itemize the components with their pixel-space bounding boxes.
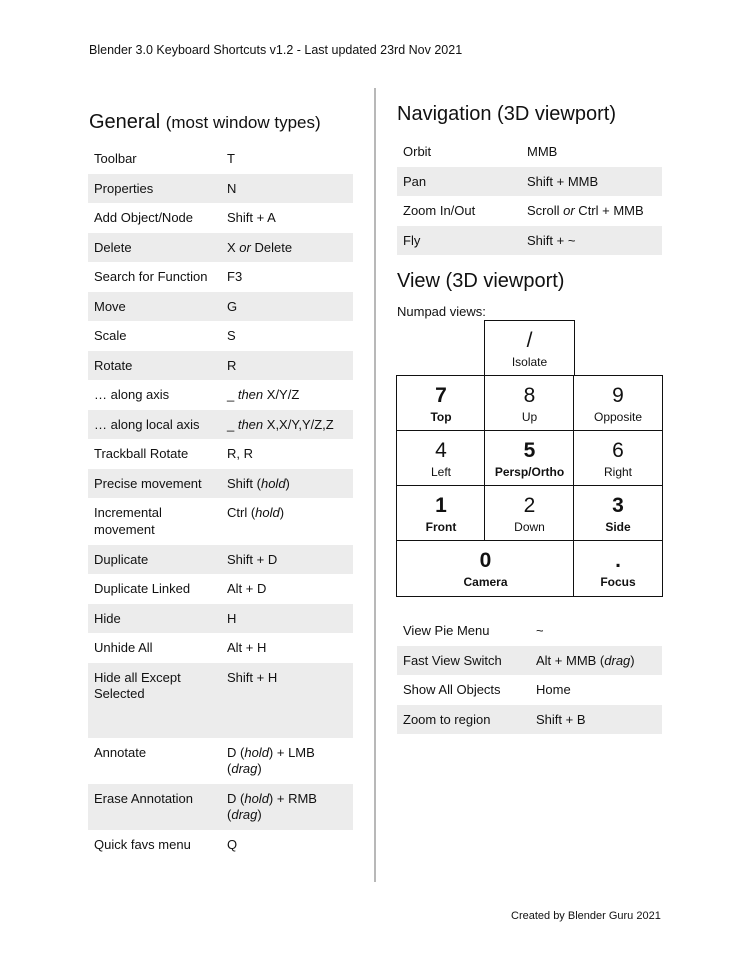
general-shortcuts-table xyxy=(88,144,353,859)
shortcut-row xyxy=(88,469,353,499)
shortcut-action: View Pie Menu xyxy=(403,623,490,638)
shortcut-action: Add Object/Node xyxy=(94,210,194,225)
shortcut-action: Orbit xyxy=(403,144,432,159)
shortcut-action: … along local axis xyxy=(94,416,200,432)
shortcut-action: Rotate xyxy=(94,357,133,373)
shortcut-keys: R xyxy=(227,357,237,373)
numpad-key-number: 7 xyxy=(435,384,447,408)
shortcut-keys: R, R xyxy=(227,446,253,461)
credit-footer: Created by Blender Guru 2021 xyxy=(511,910,661,922)
numpad-key-label: Side xyxy=(605,520,631,535)
shortcut-row xyxy=(88,439,353,469)
shortcut-keys: Alt + MMB (drag) xyxy=(536,652,635,668)
numpad-key-label: Isolate xyxy=(511,355,548,370)
shortcut-keys: Shift (hold) xyxy=(227,475,290,491)
shortcut-action: Hide all Except Selected xyxy=(94,669,181,701)
shortcut-action: Fly xyxy=(403,232,421,248)
shortcut-row xyxy=(88,830,353,860)
shortcut-keys: D (hold) + LMB (drag) xyxy=(227,744,315,776)
column-divider xyxy=(374,88,376,882)
shortcut-keys: G xyxy=(227,298,238,314)
numpad-key-label: Right xyxy=(603,465,632,480)
numpad-key xyxy=(396,540,575,597)
shortcut-keys: Shift + ~ xyxy=(527,232,576,248)
shortcut-action: Pan xyxy=(403,173,427,189)
shortcut-action: Duplicate Linked xyxy=(94,581,191,596)
document-title: Blender 3.0 Keyboard Shortcuts v1.2 - Last updated 23rd Nov 2021 xyxy=(89,43,463,57)
shortcut-action: Hide xyxy=(94,610,121,626)
shortcut-action: Incremental movement xyxy=(94,505,162,537)
shortcut-keys: _ then X/Y/Z xyxy=(227,387,300,402)
shortcut-action: Toolbar xyxy=(94,151,137,166)
shortcut-action: Search for Function xyxy=(94,269,208,284)
shortcut-keys: D (hold) + RMB (drag) xyxy=(227,790,317,822)
shortcut-keys: Alt + H xyxy=(227,640,267,655)
numpad-key-label: Top xyxy=(430,410,452,425)
numpad-key-label: Down xyxy=(514,520,545,535)
shortcut-action: … along axis xyxy=(94,387,170,402)
shortcut-keys: _ then X,X/Y,Y/Z,Z xyxy=(227,416,334,432)
shortcut-keys: T xyxy=(227,151,235,166)
numpad-key-number: 1 xyxy=(435,494,447,518)
shortcut-row xyxy=(88,574,353,604)
shortcut-action: Delete xyxy=(94,239,132,255)
numpad-key-label: Persp/Ortho xyxy=(494,465,565,480)
shortcut-action: Zoom to region xyxy=(403,711,491,727)
numpad-key xyxy=(573,540,663,597)
shortcut-keys: Shift + MMB xyxy=(527,173,599,189)
general-heading xyxy=(89,111,321,134)
shortcut-row xyxy=(88,633,353,663)
shortcut-row xyxy=(88,351,353,381)
shortcut-row xyxy=(88,545,353,575)
shortcut-row xyxy=(88,144,353,174)
numpad-key-label: Front xyxy=(425,520,457,535)
shortcut-action: Zoom In/Out xyxy=(403,203,476,218)
shortcut-keys: X or Delete xyxy=(227,239,293,255)
shortcut-keys: F3 xyxy=(227,269,243,284)
navigation-shortcuts-table xyxy=(397,137,662,255)
numpad-key-number: / xyxy=(526,329,533,353)
view-shortcuts-table xyxy=(397,616,662,734)
shortcut-action: Scale xyxy=(94,328,127,343)
numpad-key xyxy=(484,320,575,377)
shortcut-row xyxy=(88,663,353,738)
shortcut-keys: Scroll or Ctrl + MMB xyxy=(527,203,644,218)
shortcut-row xyxy=(397,137,662,167)
numpad-key-number: 3 xyxy=(612,494,624,518)
numpad-key-number: 4 xyxy=(435,439,447,463)
numpad-key xyxy=(573,485,663,542)
numpad-key xyxy=(396,485,486,542)
numpad-key xyxy=(573,430,663,487)
shortcut-row xyxy=(88,410,353,440)
shortcut-row xyxy=(88,292,353,322)
numpad-key xyxy=(396,375,486,432)
shortcut-keys: N xyxy=(227,180,237,196)
shortcut-action: Move xyxy=(94,298,126,314)
numpad-key-label: Camera xyxy=(463,575,508,590)
numpad-key xyxy=(396,430,486,487)
shortcut-keys: Shift + B xyxy=(536,711,586,727)
numpad-key-number: 9 xyxy=(612,384,624,408)
shortcut-row xyxy=(397,616,662,646)
numpad-key-label: Opposite xyxy=(593,410,643,425)
numpad-key-label: Focus xyxy=(600,575,636,590)
shortcut-row xyxy=(88,784,353,830)
shortcut-action: Precise movement xyxy=(94,475,202,491)
shortcut-row xyxy=(88,174,353,204)
shortcut-keys: S xyxy=(227,328,236,343)
shortcut-action: Duplicate xyxy=(94,551,149,567)
shortcut-row xyxy=(88,233,353,263)
numpad-key xyxy=(484,375,575,432)
numpad-key-number: 8 xyxy=(523,384,536,408)
numpad-key-label: Up xyxy=(521,410,538,425)
general-heading-title: General xyxy=(89,111,161,133)
numpad-key-number: 0 xyxy=(479,549,492,573)
shortcut-row xyxy=(88,498,353,545)
numpad-views-label: Numpad views: xyxy=(397,304,486,319)
numpad-key xyxy=(484,485,575,542)
shortcut-action: Erase Annotation xyxy=(94,790,194,806)
shortcut-row xyxy=(88,380,353,410)
shortcut-keys: Shift + A xyxy=(227,210,276,225)
shortcut-row xyxy=(88,321,353,351)
shortcut-action: Annotate xyxy=(94,744,147,760)
shortcut-action: Fast View Switch xyxy=(403,652,502,668)
shortcut-row xyxy=(88,604,353,634)
shortcut-row xyxy=(88,738,353,784)
navigation-heading: Navigation (3D viewport) xyxy=(397,103,616,125)
shortcut-row xyxy=(397,196,662,226)
shortcut-keys: Shift + H xyxy=(227,669,278,685)
numpad-key-label: Left xyxy=(430,465,451,480)
shortcut-keys: Alt + D xyxy=(227,581,267,596)
shortcut-keys: MMB xyxy=(527,144,558,159)
shortcut-action: Show All Objects xyxy=(403,682,501,697)
shortcut-row xyxy=(88,262,353,292)
numpad-key-number: 6 xyxy=(612,439,624,463)
shortcut-row xyxy=(397,705,662,735)
shortcut-row xyxy=(397,167,662,197)
shortcut-action: Quick favs menu xyxy=(94,836,191,852)
numpad-key-number: . xyxy=(615,549,621,573)
numpad-key-number: 5 xyxy=(523,439,536,463)
shortcut-row xyxy=(397,675,662,705)
numpad-key xyxy=(484,430,575,487)
shortcut-keys: H xyxy=(227,610,237,626)
shortcut-keys: Shift + D xyxy=(227,551,278,567)
shortcut-row xyxy=(88,203,353,233)
shortcut-keys: Ctrl (hold) xyxy=(227,505,285,520)
shortcut-keys: Q xyxy=(227,836,238,852)
shortcut-row xyxy=(397,226,662,256)
view-heading: View (3D viewport) xyxy=(397,270,565,292)
shortcut-action: Unhide All xyxy=(94,640,153,655)
shortcut-row xyxy=(397,646,662,676)
general-heading-subtitle: (most window types) xyxy=(165,113,321,132)
numpad-key-number: 2 xyxy=(523,494,536,518)
shortcut-action: Trackball Rotate xyxy=(94,446,189,461)
shortcut-keys: Home xyxy=(536,682,571,697)
shortcut-action: Properties xyxy=(94,180,154,196)
shortcut-keys: ~ xyxy=(536,623,544,638)
numpad-key xyxy=(573,375,663,432)
